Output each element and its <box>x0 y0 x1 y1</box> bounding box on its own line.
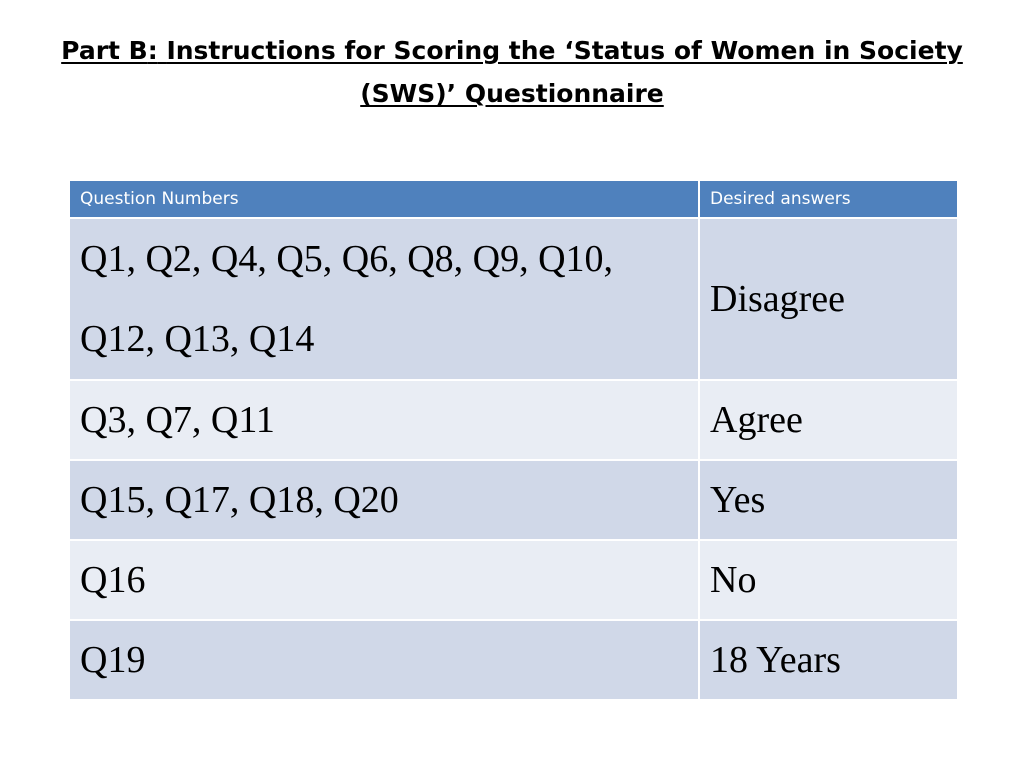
question-numbers-cell: Q3, Q7, Q11 <box>69 380 699 460</box>
table-row <box>69 460 958 540</box>
question-numbers-cell: Q19 <box>69 620 699 700</box>
desired-answer-cell: Disagree <box>699 218 958 380</box>
table-row <box>69 380 958 460</box>
desired-answer-cell: No <box>699 540 958 620</box>
question-numbers-cell: Q16 <box>69 540 699 620</box>
table-header-row <box>69 180 958 218</box>
scoring-table <box>68 179 959 701</box>
title-part-label: Part B <box>61 36 148 65</box>
table-row <box>69 540 958 620</box>
question-numbers-cell: Q1, Q2, Q4, Q5, Q6, Q8, Q9, Q10, Q12, Q13, Q14 <box>69 218 699 380</box>
table-row <box>69 218 958 380</box>
question-numbers-cell: Q15, Q17, Q18, Q20 <box>69 460 699 540</box>
page-title <box>60 29 964 115</box>
desired-answer-cell: 18 Years <box>699 620 958 700</box>
header-desired-answers: Desired answers <box>699 180 958 218</box>
header-question-numbers: Question Numbers <box>69 180 699 218</box>
table-row <box>69 620 958 700</box>
desired-answer-cell: Yes <box>699 460 958 540</box>
title-separator: : <box>147 36 158 65</box>
title-text: Instructions for Scoring the ‘Status of Women in Society (SWS)’ Questionnaire <box>166 36 963 108</box>
desired-answer-cell: Agree <box>699 380 958 460</box>
